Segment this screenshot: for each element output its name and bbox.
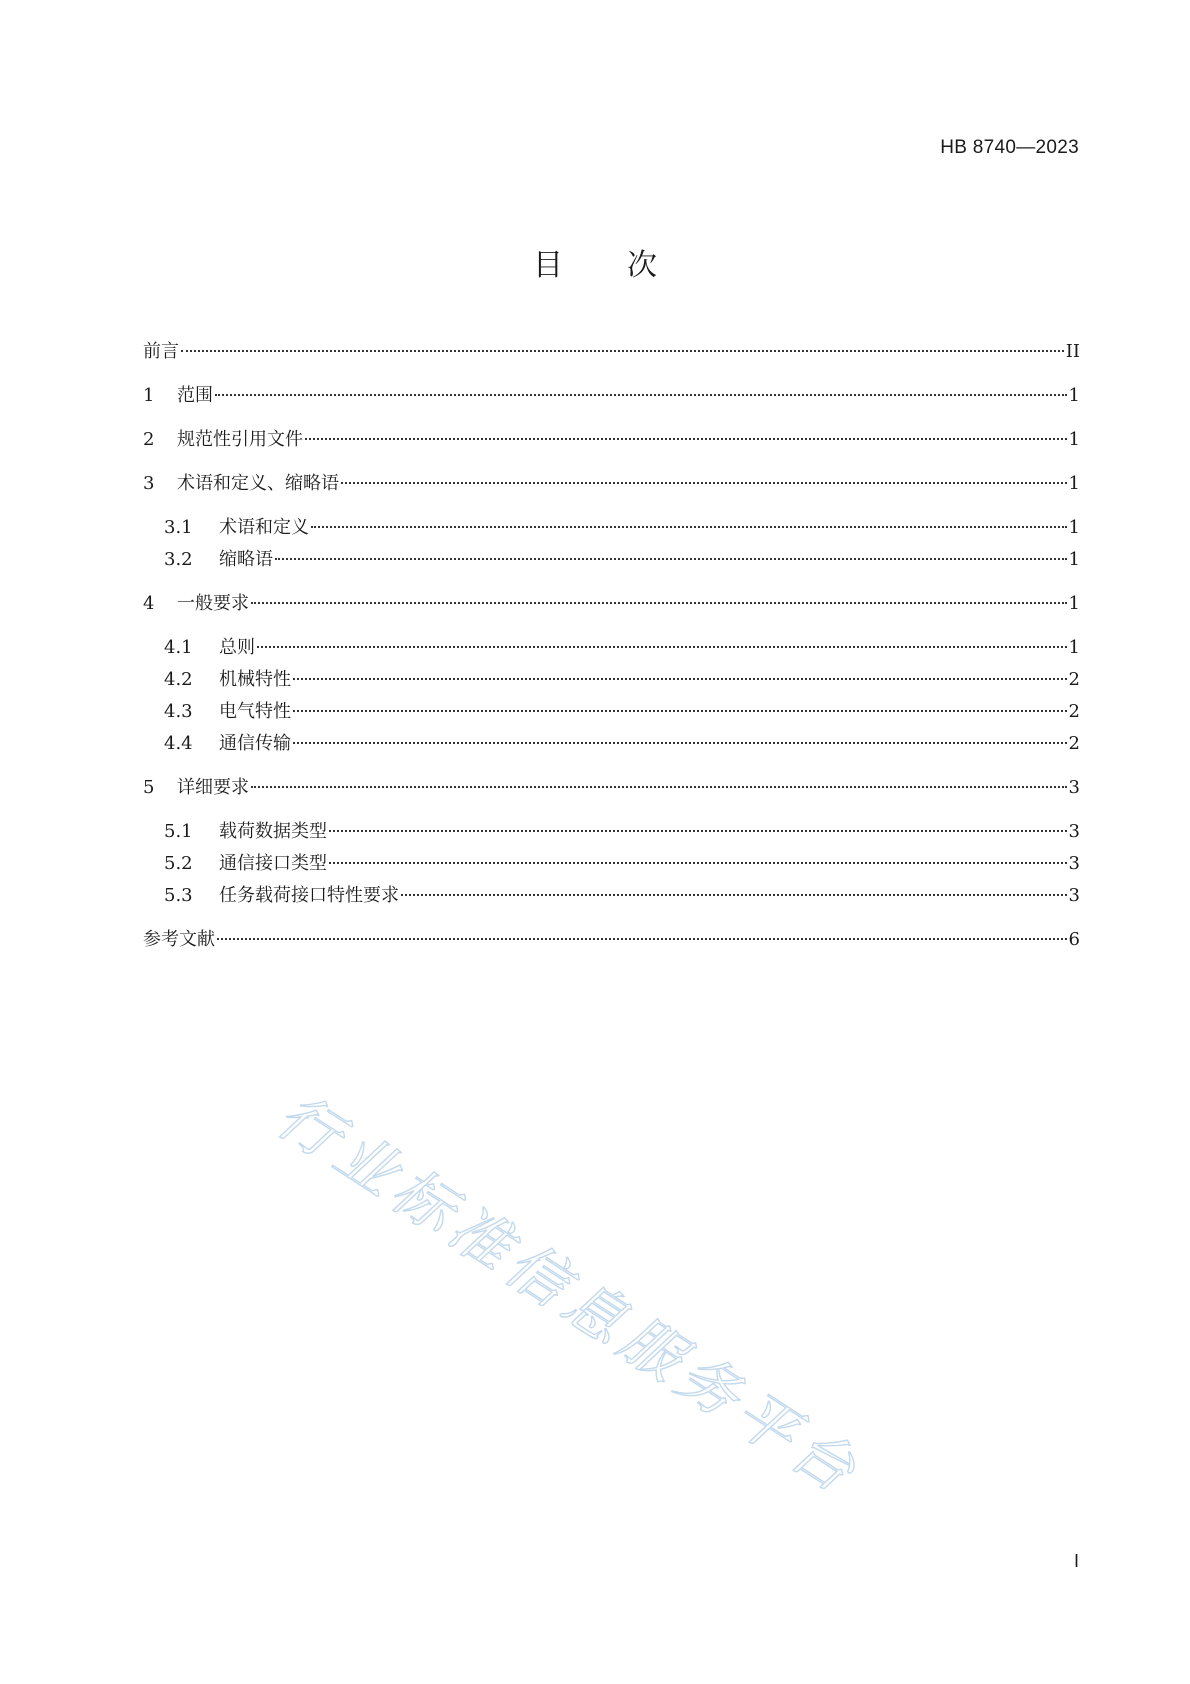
toc-leader <box>305 438 1067 440</box>
toc-entry-5[interactable] <box>143 776 1080 800</box>
toc-number: 5.3 <box>164 885 193 906</box>
toc-number: 4 <box>143 593 155 614</box>
toc-page: 2 <box>1068 701 1080 722</box>
toc-entry-3-2[interactable] <box>143 548 1080 572</box>
toc-label: 术语和定义、缩略语 <box>177 473 339 494</box>
toc-label: 范围 <box>177 385 213 406</box>
toc-page: 6 <box>1068 929 1080 950</box>
toc-entry-2[interactable] <box>143 428 1080 452</box>
page-title <box>0 240 1190 284</box>
toc-number: 5.1 <box>164 821 193 842</box>
toc-label: 规范性引用文件 <box>177 429 303 450</box>
toc-leader <box>215 394 1067 396</box>
toc-page: 3 <box>1068 777 1080 798</box>
toc-page: 3 <box>1068 821 1080 842</box>
toc-label: 通信接口类型 <box>219 853 327 874</box>
toc-entry-references[interactable] <box>143 928 1080 952</box>
toc-number: 4.4 <box>164 733 193 754</box>
toc-number: 1 <box>143 385 155 406</box>
toc-leader <box>217 938 1067 940</box>
toc-label: 载荷数据类型 <box>219 821 327 842</box>
toc-label: 一般要求 <box>177 593 249 614</box>
toc-page: 1 <box>1068 593 1080 614</box>
toc-leader <box>181 350 1064 352</box>
toc-leader <box>257 646 1067 648</box>
toc-number: 4.1 <box>164 637 193 658</box>
toc-entry-4[interactable] <box>143 592 1080 616</box>
toc-leader <box>401 894 1067 896</box>
toc-leader <box>293 678 1067 680</box>
toc-leader <box>329 862 1067 864</box>
toc-label: 机械特性 <box>219 669 291 690</box>
title-char-2: 次 <box>627 248 657 283</box>
toc-entry-4-3[interactable] <box>143 700 1080 724</box>
toc-label: 电气特性 <box>219 701 291 722</box>
title-char-1: 目 <box>533 248 563 283</box>
toc-entry-3-1[interactable] <box>143 516 1080 540</box>
toc-number: 3.1 <box>164 517 193 538</box>
toc-number: 5 <box>143 777 155 798</box>
table-of-contents <box>143 340 1080 972</box>
toc-entry-4-1[interactable] <box>143 636 1080 660</box>
toc-leader <box>293 710 1067 712</box>
standard-number: HB 8740—2023 <box>940 137 1079 158</box>
page-number: I <box>1073 1551 1079 1571</box>
toc-entry-4-4[interactable] <box>143 732 1080 756</box>
toc-entry-5-2[interactable] <box>143 852 1080 876</box>
toc-label: 前言 <box>143 341 179 362</box>
toc-number: 2 <box>143 429 155 450</box>
toc-page: 3 <box>1068 853 1080 874</box>
toc-label: 术语和定义 <box>219 517 309 538</box>
toc-number: 4.3 <box>164 701 193 722</box>
toc-number: 3 <box>143 473 155 494</box>
toc-leader <box>251 602 1067 604</box>
toc-number: 5.2 <box>164 853 193 874</box>
toc-page: 3 <box>1068 885 1080 906</box>
toc-page: 1 <box>1068 429 1080 450</box>
toc-page: 1 <box>1068 517 1080 538</box>
toc-entry-5-3[interactable] <box>143 884 1080 908</box>
toc-entry-3[interactable] <box>143 472 1080 496</box>
toc-page: 1 <box>1068 637 1080 658</box>
toc-label: 参考文献 <box>143 929 215 950</box>
toc-number: 3.2 <box>164 549 193 570</box>
toc-entry-4-2[interactable] <box>143 668 1080 692</box>
toc-label: 任务载荷接口特性要求 <box>219 885 399 906</box>
toc-leader <box>293 742 1067 744</box>
toc-entry-1[interactable] <box>143 384 1080 408</box>
toc-leader <box>275 558 1067 560</box>
toc-leader <box>341 482 1067 484</box>
toc-label: 通信传输 <box>219 733 291 754</box>
toc-page: 2 <box>1068 733 1080 754</box>
toc-label: 详细要求 <box>177 777 249 798</box>
toc-page: 1 <box>1068 385 1080 406</box>
toc-leader <box>329 830 1067 832</box>
toc-leader <box>251 786 1067 788</box>
toc-page: 1 <box>1068 473 1080 494</box>
toc-entry-foreword[interactable] <box>143 340 1080 364</box>
toc-number: 4.2 <box>164 669 193 690</box>
toc-leader <box>311 526 1067 528</box>
watermark: 行业标准信息服务平台 <box>264 1080 874 1510</box>
toc-page: 2 <box>1068 669 1080 690</box>
toc-page: 1 <box>1068 549 1080 570</box>
toc-label: 缩略语 <box>219 549 273 570</box>
toc-entry-5-1[interactable] <box>143 820 1080 844</box>
toc-label: 总则 <box>219 637 255 658</box>
toc-page: II <box>1065 341 1080 362</box>
